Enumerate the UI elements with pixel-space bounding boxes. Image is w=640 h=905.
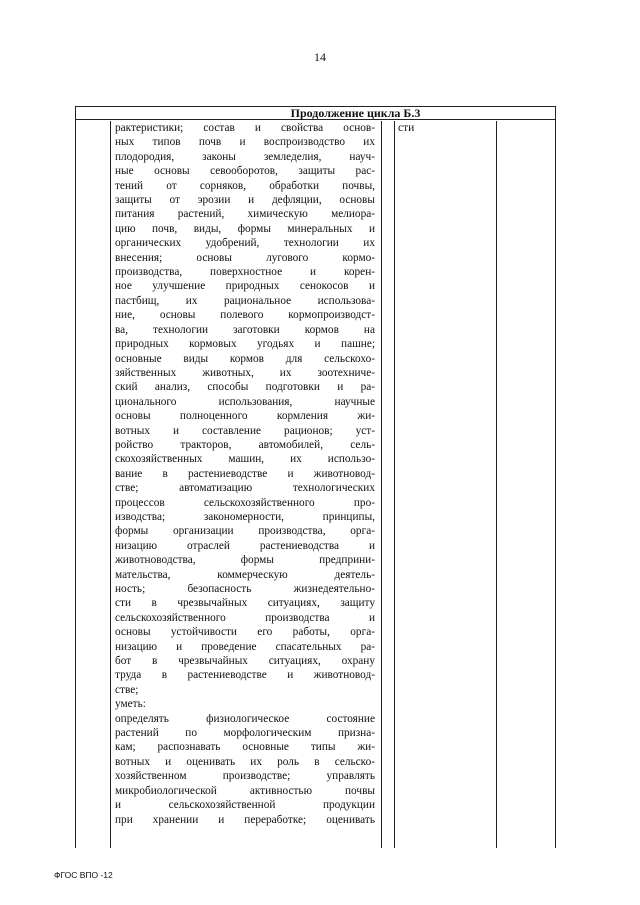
text-line: процессов сельскохозяйственного про- bbox=[115, 496, 375, 509]
curriculum-table bbox=[75, 106, 556, 848]
text-line: уметь: bbox=[115, 698, 146, 711]
text-line: ционального использования, научные bbox=[115, 395, 375, 408]
text-line: природных кормовых угодьях и пашне; bbox=[115, 338, 375, 351]
text-line: микробиологической активностью почвы bbox=[115, 784, 375, 797]
text-line: ва, технологии заготовки кормов на bbox=[115, 323, 375, 336]
text-line: основные виды кормов для сельскохо- bbox=[115, 352, 375, 365]
text-line: растений по морфологическим призна- bbox=[115, 727, 375, 740]
text-line: вотных и составление рационов; уст- bbox=[115, 424, 375, 437]
text-line: мательства, коммерческую деятель- bbox=[115, 568, 375, 581]
text-line: ройство тракторов, автомобилей, сель- bbox=[115, 438, 375, 451]
text-line: стве; автоматизацию технологических bbox=[115, 482, 375, 495]
text-line: рактеристики; состав и свойства основ- bbox=[115, 122, 375, 134]
text-line: защиты от эрозии и дефляции, основы bbox=[115, 194, 375, 207]
text-line: кам; распознавать основные типы жи- bbox=[115, 741, 375, 754]
footer-label: ФГОС ВПО -12 bbox=[54, 870, 113, 880]
text-line: при хранении и переработке; оценивать bbox=[115, 813, 375, 826]
column-divider-1 bbox=[110, 121, 111, 848]
text-line: хозяйственном производстве; управлять bbox=[115, 770, 375, 783]
text-line: вание в растениеводстве и животновод- bbox=[115, 467, 375, 480]
text-line: ное улучшение природных сенокосов и bbox=[115, 280, 375, 293]
text-line: органических удобрений, технологии их bbox=[115, 237, 375, 250]
text-line: питания растений, химическую мелиора- bbox=[115, 208, 375, 221]
text-line: тений от сорняков, обработки почвы, bbox=[115, 179, 375, 192]
text-line: бот в чрезвычайных ситуациях, охрану bbox=[115, 655, 375, 668]
competency-text bbox=[115, 121, 375, 827]
text-line: изводства; закономерности, принципы, bbox=[115, 510, 375, 523]
text-line: ние, основы полевого кормопроизводст- bbox=[115, 309, 375, 322]
text-line: труда в растениеводстве и животновод- bbox=[115, 669, 375, 682]
text-line: стве; bbox=[115, 683, 139, 696]
text-line: ных типов почв и воспроизводство их bbox=[115, 136, 375, 149]
text-line: ные основы севооборотов, защиты рас- bbox=[115, 165, 375, 178]
table-header: Продолжение цикла Б.3 bbox=[76, 107, 555, 120]
text-line: определять физиологическое состояние bbox=[115, 712, 375, 725]
column-divider-4 bbox=[496, 121, 497, 848]
text-line: цию почв, виды, формы минеральных и bbox=[115, 222, 375, 235]
text-line: и сельскохозяйственной продукции bbox=[115, 799, 375, 812]
text-line: сельскохозяйственного производства и bbox=[115, 611, 375, 624]
text-line: внесения; основы лугового кормо- bbox=[115, 251, 375, 264]
text-line: основы устойчивости его работы, орга- bbox=[115, 626, 375, 639]
column-divider-2 bbox=[381, 121, 382, 848]
text-line: зяйственных животных, их зоотехниче- bbox=[115, 366, 375, 379]
page-number: 14 bbox=[314, 50, 326, 64]
text-line: ский анализ, способы подготовки и ра- bbox=[115, 381, 375, 394]
text-line: формы организации производства, орга- bbox=[115, 525, 375, 538]
text-line: низацию и проведение спасательных ра- bbox=[115, 640, 375, 653]
text-line: скохозяйственных машин, их использо- bbox=[115, 453, 375, 466]
text-line: вотных и оценивать их роль в сельско- bbox=[115, 755, 375, 768]
text-line: пастбищ, их рациональное использова- bbox=[115, 294, 375, 307]
text-line: животноводства, формы предприни- bbox=[115, 554, 375, 567]
text-line: основы полноценного кормления жи- bbox=[115, 410, 375, 423]
column-fragment: сти bbox=[398, 122, 415, 134]
column-divider-3 bbox=[394, 121, 395, 848]
text-line: производства, поверхностное и корен- bbox=[115, 266, 375, 279]
text-line: плодородия, законы земледелия, науч- bbox=[115, 150, 375, 163]
text-line: ность; безопасность жизнедеятельно- bbox=[115, 583, 375, 595]
text-line: сти в чрезвычайных ситуациях, защиту bbox=[115, 597, 375, 610]
text-line: низацию отраслей растениеводства и bbox=[115, 539, 375, 552]
